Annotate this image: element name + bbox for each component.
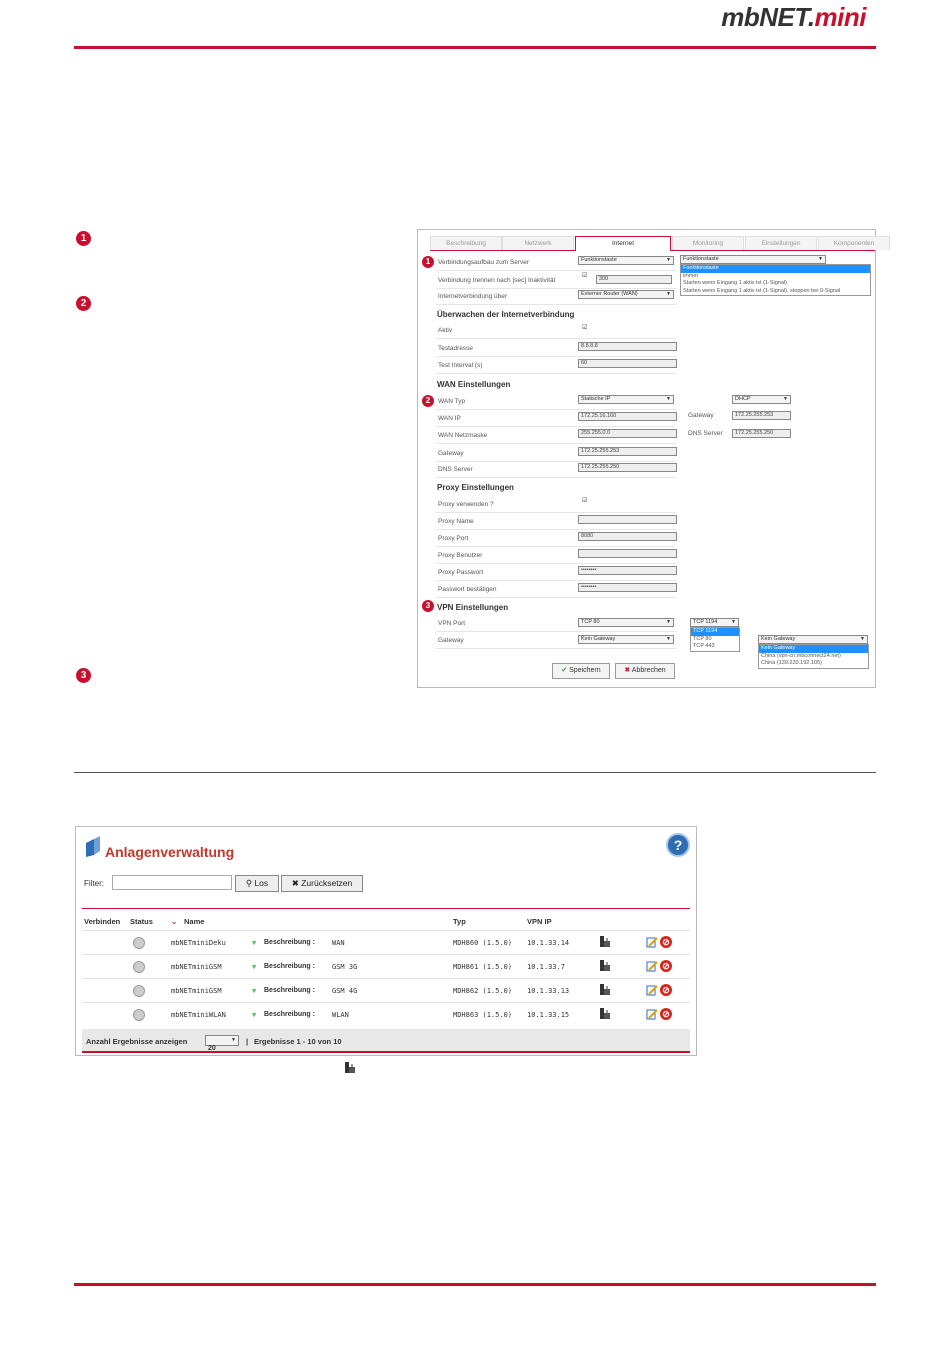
col-status[interactable]: Status <box>130 917 153 926</box>
footer-rule <box>74 1283 876 1286</box>
connect-row: Verbindungsaufbau zum Server <box>436 254 676 271</box>
wan-section-title: WAN Einstellungen <box>437 380 511 389</box>
device-desc: GSM 4G <box>332 987 358 995</box>
vpn-port-row: VPN Port <box>436 615 676 632</box>
delete-icon[interactable]: ⊘ <box>660 960 672 972</box>
expand-triangle-icon[interactable]: ▼ <box>252 963 257 971</box>
wan-dns-row: DNS Server <box>436 461 676 478</box>
monitor-active-row: Aktiv <box>436 322 676 339</box>
save-button[interactable]: ✔ Speichern <box>552 663 610 679</box>
test-address-row: Testadresse <box>436 340 676 357</box>
proxy-password-confirm-input[interactable]: •••••••• <box>578 583 677 592</box>
proxy-section-title: Proxy Einstellungen <box>437 483 514 492</box>
col-verbinden[interactable]: Verbinden <box>84 917 121 926</box>
vpn-gateway-row: Gateway <box>436 632 676 649</box>
filter-input[interactable] <box>112 875 232 890</box>
disconnect-checkbox[interactable]: ☑ <box>582 273 588 279</box>
option-immer[interactable]: immer <box>683 272 699 279</box>
tab-monitoring[interactable]: Monitoring <box>672 236 744 250</box>
edit-icon[interactable] <box>646 1008 658 1020</box>
status-indicator <box>133 1009 145 1021</box>
monitor-active-checkbox[interactable]: ☑ <box>582 325 588 331</box>
device-name: mbNETminiGSM <box>171 987 222 995</box>
test-address-input[interactable]: 8.8.8.8 <box>578 342 677 351</box>
device-name: mbNETminiDeku <box>171 939 226 947</box>
device-icon[interactable] <box>600 960 610 971</box>
close-icon: ✖ <box>291 878 299 888</box>
table-row <box>82 930 690 955</box>
delete-icon[interactable]: ⊘ <box>660 984 672 996</box>
expand-triangle-icon[interactable]: ▼ <box>252 939 257 947</box>
option-tcp-443[interactable]: TCP 443 <box>693 643 715 649</box>
proxy-user-row: Proxy Benutzer <box>436 547 676 564</box>
table-row <box>82 954 690 979</box>
device-desc: WAN <box>332 939 345 947</box>
col-typ[interactable]: Typ <box>453 917 466 926</box>
edit-icon[interactable] <box>646 984 658 996</box>
section-divider <box>74 772 876 773</box>
marker-2: 2 <box>76 296 91 311</box>
vpn-section-title: VPN Einstellungen <box>437 603 509 612</box>
search-icon: ⚲ <box>245 878 253 888</box>
option-china-host[interactable]: China (vpn-cn.mbconnect24.net) <box>761 652 841 659</box>
option-funktionstaste[interactable]: Funktionstaste <box>681 265 870 273</box>
wan-gateway-input[interactable]: 172.25.255.253 <box>578 447 677 456</box>
delete-icon[interactable]: ⊘ <box>660 936 672 948</box>
vpn-port-select[interactable]: TCP 80 ▼ <box>578 618 674 627</box>
col-vpn-ip[interactable]: VPN IP <box>527 917 552 926</box>
dhcp-dns-label: DNS Server <box>688 430 723 437</box>
desc-label: Beschreibung : <box>264 939 315 946</box>
desc-label: Beschreibung : <box>264 963 315 970</box>
device-type: MDH863 (1.5.0) <box>453 1011 513 1019</box>
reset-button[interactable]: ✖ Zurücksetzen <box>281 875 363 892</box>
internet-settings-screenshot <box>417 229 876 688</box>
wan-dns-input[interactable]: 172.25.255.250 <box>578 463 677 472</box>
device-icon-inline <box>345 1062 355 1073</box>
device-icon[interactable] <box>600 936 610 947</box>
col-name[interactable]: Name <box>184 917 205 926</box>
option-kein-gateway[interactable]: Kein Gateway <box>759 645 868 653</box>
dhcp-gateway-label: Gateway <box>688 412 714 419</box>
desc-label: Beschreibung : <box>264 987 315 994</box>
tab-internet[interactable]: Internet <box>575 236 671 251</box>
proxy-name-input[interactable] <box>578 515 677 524</box>
device-name: mbNETminiWLAN <box>171 1011 226 1019</box>
sort-chevron-icon[interactable]: ⌄ <box>171 917 178 926</box>
device-name: mbNETminiGSM <box>171 963 222 971</box>
mbnet-mini-logo: mbNET.mini <box>721 2 866 32</box>
proxy-use-row: Proxy verwenden ? <box>436 496 676 513</box>
table-row <box>82 1002 690 1027</box>
status-indicator <box>133 937 145 949</box>
device-ip: 10.1.33.15 <box>527 1011 570 1019</box>
screenshot-marker-3: 3 <box>422 600 434 612</box>
expand-triangle-icon[interactable]: ▼ <box>252 1011 257 1019</box>
page-size-label: Anzahl Ergebnisse anzeigen <box>86 1037 188 1046</box>
wan-type-row: WAN Typ <box>436 393 676 410</box>
proxy-password-confirm-row: Passwort bestätigen <box>436 581 676 598</box>
dhcp-type-select[interactable]: DHCP ▼ <box>732 395 791 404</box>
dhcp-dns-input[interactable]: 172.25.255.250 <box>732 429 791 438</box>
wan-type-select[interactable]: Statische IP ▼ <box>578 395 674 404</box>
table-footer <box>82 1029 690 1053</box>
tab-komponenten[interactable]: Komponenten <box>818 236 890 250</box>
cancel-button[interactable]: ✖ Abbrechen <box>615 663 675 679</box>
proxy-user-input[interactable] <box>578 549 677 558</box>
tab-einstellungen[interactable]: Einstellungen <box>745 236 817 250</box>
vpn-gateway-select[interactable]: Kein Gateway ▼ <box>578 635 674 644</box>
proxy-name-row: Proxy Name <box>436 513 676 530</box>
device-ip: 10.1.33.7 <box>527 963 565 971</box>
option-tcp-1194[interactable]: TCP 1194 <box>691 628 739 636</box>
wan-netmask-input[interactable]: 255.255.0.0 <box>578 429 677 438</box>
disconnect-input[interactable]: 300 <box>596 275 672 284</box>
connect-select[interactable]: Funktionstaste ▼ <box>578 256 674 265</box>
devices-icon <box>84 835 102 857</box>
filter-label: Filter: <box>84 879 104 888</box>
dhcp-gateway-input[interactable]: 172.25.255.253 <box>732 411 791 420</box>
device-icon[interactable] <box>600 1008 610 1019</box>
option-start-stop-signal[interactable]: Starten wenn Eingang 1 aktiv ist (1-Signal), stoppen bei 0-Signal <box>683 287 841 294</box>
proxy-password-row: Proxy Passwort <box>436 564 676 581</box>
edit-icon[interactable] <box>646 936 658 948</box>
page-title: Anlagenverwaltung <box>105 844 235 860</box>
marker-3: 3 <box>76 668 91 683</box>
delete-icon[interactable]: ⊘ <box>660 1008 672 1020</box>
close-icon: ✖ <box>624 667 631 674</box>
check-icon: ✔ <box>561 667 568 674</box>
option-china-ip[interactable]: China (139.220.192.105) <box>761 660 822 666</box>
device-management-screenshot <box>75 826 697 1056</box>
tab-netzwerk[interactable]: Netzwerk <box>502 236 574 250</box>
device-type: MDH860 (1.5.0) <box>453 939 513 947</box>
test-interval-input[interactable]: 60 <box>578 359 677 368</box>
port-dropdown-field[interactable]: TCP 1194 ▼ <box>690 618 739 627</box>
option-start-signal[interactable]: Starten wenn Eingang 1 aktiv ist (1-Signal) <box>683 280 787 286</box>
option-tcp-80[interactable]: TCP 80 <box>693 635 712 642</box>
footer-separator: | <box>246 1037 249 1046</box>
internet-via-row: Internetverbindung über <box>436 288 676 305</box>
monitor-section-title: Überwachen der Internetverbindung <box>437 310 575 319</box>
screenshot-marker-1: 1 <box>422 256 434 268</box>
device-ip: 10.1.33.13 <box>527 987 570 995</box>
desc-label: Beschreibung : <box>264 1011 315 1018</box>
expand-triangle-icon[interactable]: ▼ <box>252 987 257 995</box>
settings-tabs <box>430 236 875 251</box>
header-rule <box>74 46 876 49</box>
gateway-dropdown-field[interactable]: Kein Gateway ▼ <box>758 635 868 644</box>
page-size-select[interactable]: 20 ▼ <box>205 1035 239 1046</box>
screenshot-marker-2: 2 <box>422 395 434 407</box>
wan-netmask-row: WAN Netzmaske <box>436 427 676 444</box>
device-type: MDH862 (1.5.0) <box>453 987 513 995</box>
disconnect-row: Verbindung trennen nach [sec] Inaktivität <box>436 272 676 289</box>
device-ip: 10.1.33.14 <box>527 939 570 947</box>
port-dropdown-list[interactable] <box>690 627 740 652</box>
proxy-password-input[interactable]: •••••••• <box>578 566 677 575</box>
connect-dropdown-list[interactable] <box>680 264 871 296</box>
edit-icon[interactable] <box>646 960 658 972</box>
results-count: Ergebnisse 1 - 10 von 10 <box>254 1037 342 1046</box>
connect-dropdown-field[interactable]: Funktionstaste ▼ <box>680 255 826 264</box>
internet-via-select[interactable]: Externer Router (WAN) ▼ <box>578 290 674 299</box>
device-type: MDH861 (1.5.0) <box>453 963 513 971</box>
proxy-use-checkbox[interactable]: ☑ <box>582 498 588 504</box>
status-indicator <box>133 985 145 997</box>
test-interval-row: Test Interval (s) <box>436 357 676 374</box>
device-desc: WLAN <box>332 1011 349 1019</box>
proxy-port-row: Proxy Port <box>436 530 676 547</box>
gateway-dropdown-list[interactable] <box>758 644 869 669</box>
proxy-port-input[interactable]: 8080 <box>578 532 677 541</box>
help-icon[interactable]: ? <box>666 833 690 857</box>
wan-ip-input[interactable]: 172.25.16.160 <box>578 412 677 421</box>
search-button[interactable]: ⚲ Los <box>235 875 279 892</box>
wan-ip-row: WAN IP <box>436 410 676 427</box>
device-icon[interactable] <box>600 984 610 995</box>
tab-beschreibung[interactable]: Beschreibung <box>430 236 502 250</box>
device-desc: GSM 3G <box>332 963 358 971</box>
status-indicator <box>133 961 145 973</box>
marker-1: 1 <box>76 231 91 246</box>
wan-gateway-row: Gateway <box>436 445 676 462</box>
table-row <box>82 978 690 1003</box>
table-header <box>82 908 690 931</box>
